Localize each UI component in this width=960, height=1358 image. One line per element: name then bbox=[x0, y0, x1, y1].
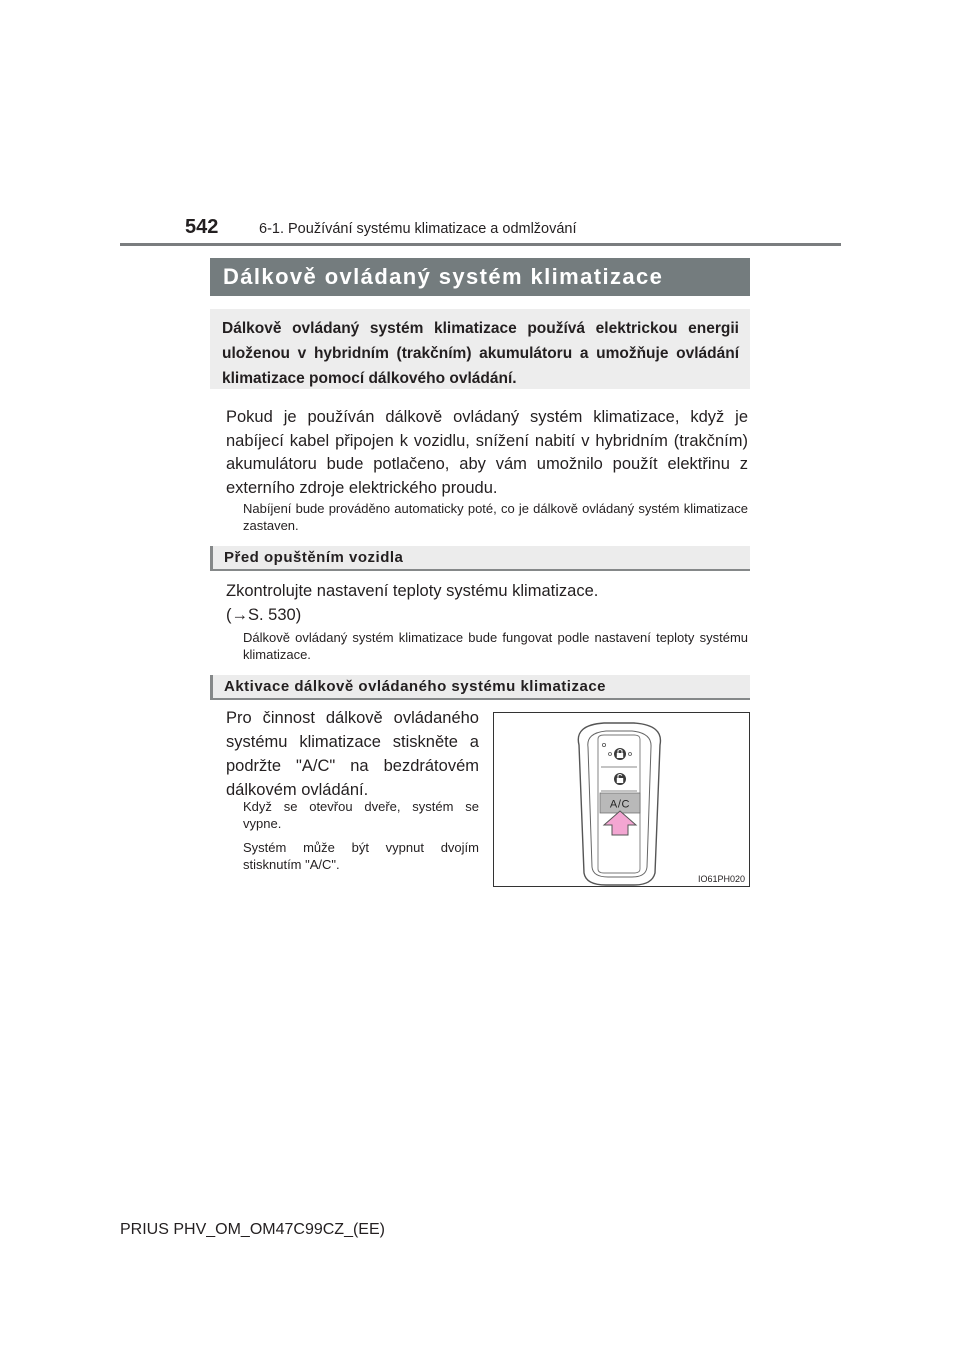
unlock-icon bbox=[614, 773, 626, 785]
body-paragraph: Pokud je používán dálkově ovládaný systém klimatizace, když je nabíjecí kabel připojen k vozidlu, snížení nabití v hybridním (trakčním) akumulátoru bude potlačeno, aby vám umožnilo použít elektřinu z externího zdroje elektrického proudu. bbox=[226, 408, 748, 497]
figure-code: IO61PH020 bbox=[697, 874, 745, 884]
intro-box: Dálkově ovládaný systém klimatizace používá elektrickou energii uloženou v hybridním (trakčním) akumulátoru a umožňuje ovládání klimatizace pomocí dálkového ovládání. bbox=[210, 309, 750, 389]
section-heading-activation: Aktivace dálkově ovládaného systému klimatizace bbox=[210, 675, 750, 700]
section1-body: Zkontrolujte nastavení teploty systému klimatizace. (→S. 530) bbox=[226, 582, 599, 624]
key-fob-illustration bbox=[494, 713, 751, 888]
section-heading-before-leaving: Před opuštěním vozidla bbox=[210, 546, 750, 571]
section2-note-doors: Když se otevřou dveře, systém se vypne. bbox=[243, 799, 479, 831]
page-reference[interactable]: S. 530 bbox=[248, 605, 296, 624]
document-code: PRIUS PHV_OM_OM47C99CZ_(EE) bbox=[120, 1221, 385, 1238]
key-fob-figure bbox=[493, 712, 750, 887]
main-title: Dálkově ovládaný systém klimatizace bbox=[210, 258, 750, 296]
header-divider bbox=[120, 243, 841, 246]
section2-body: Pro činnost dálkově ovládaného systému klimatizace stiskněte a podržte "A/C" na bezdrátovém dálkovém ovládání. bbox=[226, 709, 479, 799]
ac-button-label: A/C bbox=[609, 798, 631, 811]
reference-arrow: → bbox=[231, 605, 248, 624]
section2-note-double-press: Systém může být vypnut dvojím stisknutím "A/C". bbox=[243, 840, 479, 872]
page-number: 542 bbox=[185, 216, 219, 238]
section1-body-text: Zkontrolujte nastavení teploty systému klimatizace. bbox=[226, 582, 599, 600]
press-arrow-icon bbox=[604, 811, 636, 835]
lock-icon bbox=[609, 748, 632, 760]
section1-note: Dálkově ovládaný systém klimatizace bude fungovat podle nastavení teploty systému klimatizace. bbox=[243, 630, 748, 662]
chapter-title: 6-1. Používání systému klimatizace a odmlžování bbox=[259, 221, 577, 237]
note-paragraph: Nabíjení bude prováděno automaticky poté, co je dálkově ovládaný systém klimatizace zastaven. bbox=[243, 501, 748, 533]
